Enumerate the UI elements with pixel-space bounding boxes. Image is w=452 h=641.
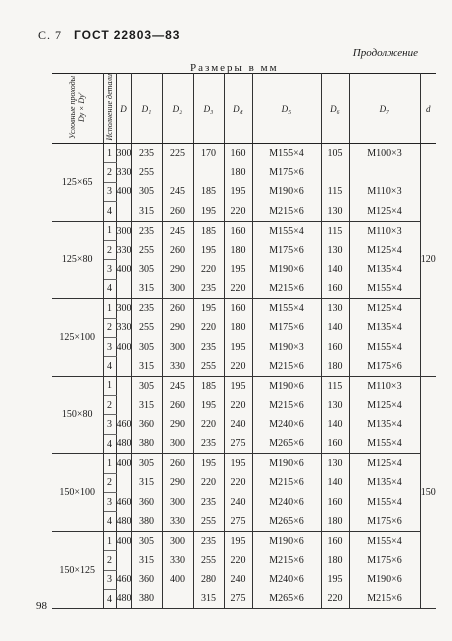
table-row	[52, 531, 436, 550]
cell-d6: 140	[321, 260, 349, 279]
nominal-size-cell: 150×125	[52, 531, 103, 609]
cell-d6: 160	[321, 531, 349, 550]
execution-cell: 1	[103, 221, 116, 240]
execution-cell: 1	[103, 531, 116, 550]
cell-d1: 235	[131, 299, 162, 318]
cell-d5: M240×6	[252, 415, 321, 434]
cell-d2: 225	[162, 144, 193, 163]
cell-d7: M155×4	[349, 434, 420, 453]
cell-d1: 305	[131, 454, 162, 473]
cell-d	[116, 473, 131, 492]
cell-d5: M155×4	[252, 144, 321, 163]
cell-d4: 195	[224, 182, 252, 201]
cell-d: 480	[116, 434, 131, 453]
cell-d2: 260	[162, 202, 193, 221]
col-header-d6: D₆	[321, 74, 349, 144]
cell-d7: M125×4	[349, 299, 420, 318]
cell-d7: M190×6	[349, 570, 420, 589]
cell-d7: M110×3	[349, 182, 420, 201]
cell-d: 330	[116, 163, 131, 182]
dimensions-table	[52, 73, 436, 609]
cell-d3: 220	[193, 260, 224, 279]
cell-d6: 115	[321, 376, 349, 395]
cell-d3: 315	[193, 589, 224, 608]
cell-d5: M175×6	[252, 163, 321, 182]
cell-d5: M155×4	[252, 299, 321, 318]
cell-d1: 305	[131, 337, 162, 356]
nominal-size-cell: 125×100	[52, 299, 103, 377]
execution-cell: 4	[103, 589, 116, 608]
cell-d6: 160	[321, 337, 349, 356]
cell-d5: M215×6	[252, 473, 321, 492]
cell-d7: M175×6	[349, 551, 420, 570]
cell-d7: M125×4	[349, 202, 420, 221]
cell-d3: 195	[193, 202, 224, 221]
table-row	[52, 493, 436, 512]
cell-d: 460	[116, 493, 131, 512]
col-header-d4: D₄	[224, 74, 252, 144]
table-row	[52, 163, 436, 182]
cell-d1: 360	[131, 570, 162, 589]
table-row	[52, 337, 436, 356]
cell-d6: 140	[321, 415, 349, 434]
cell-d2	[162, 589, 193, 608]
cell-d	[116, 357, 131, 376]
cell-d3: 220	[193, 473, 224, 492]
cell-d3	[193, 163, 224, 182]
cell-d7: M175×6	[349, 512, 420, 531]
cell-d5: M190×6	[252, 182, 321, 201]
cell-d2: 330	[162, 357, 193, 376]
col-header-d5: D₅	[252, 74, 321, 144]
cell-d4: 240	[224, 415, 252, 434]
cell-d4: 180	[224, 240, 252, 259]
cell-d6: 160	[321, 434, 349, 453]
cell-d2: 245	[162, 182, 193, 201]
col-header-d2: D₂	[162, 74, 193, 144]
cell-d7: M110×3	[349, 221, 420, 240]
cell-d2: 290	[162, 260, 193, 279]
cell-d6: 115	[321, 182, 349, 201]
table-body	[52, 144, 436, 609]
cell-d3: 235	[193, 337, 224, 356]
cell-d7: M155×4	[349, 279, 420, 298]
cell-d6: 195	[321, 570, 349, 589]
cell-d-shaft: 150	[420, 376, 436, 609]
cell-d1: 255	[131, 163, 162, 182]
standard-name: ГОСТ	[74, 28, 110, 42]
cell-d5: M190×6	[252, 531, 321, 550]
execution-cell: 1	[103, 299, 116, 318]
cell-d1: 315	[131, 279, 162, 298]
cell-d5: M190×6	[252, 376, 321, 395]
cell-d: 300	[116, 221, 131, 240]
cell-d3: 195	[193, 299, 224, 318]
cell-d4: 275	[224, 589, 252, 608]
cell-d1: 235	[131, 144, 162, 163]
execution-cell: 2	[103, 318, 116, 337]
execution-cell: 4	[103, 202, 116, 221]
cell-d6: 160	[321, 279, 349, 298]
execution-cell: 1	[103, 144, 116, 163]
execution-cell: 4	[103, 512, 116, 531]
cell-d7: M100×3	[349, 144, 420, 163]
table-row	[52, 434, 436, 453]
cell-d6: 140	[321, 473, 349, 492]
execution-cell: 2	[103, 163, 116, 182]
cell-d6: 180	[321, 357, 349, 376]
cell-d7: M125×4	[349, 396, 420, 415]
cell-d1: 235	[131, 221, 162, 240]
table-row	[52, 144, 436, 163]
cell-d2: 300	[162, 493, 193, 512]
table-row	[52, 396, 436, 415]
cell-d3: 220	[193, 415, 224, 434]
cell-d2: 290	[162, 415, 193, 434]
cell-d4: 275	[224, 512, 252, 531]
cell-d5: M175×6	[252, 318, 321, 337]
table-row	[52, 589, 436, 608]
cell-d5: M240×6	[252, 570, 321, 589]
execution-cell: 3	[103, 260, 116, 279]
cell-d4: 275	[224, 434, 252, 453]
cell-d3: 235	[193, 493, 224, 512]
table-row	[52, 260, 436, 279]
cell-d	[116, 202, 131, 221]
cell-d5: M190×6	[252, 454, 321, 473]
cell-d4: 180	[224, 163, 252, 182]
execution-cell: 4	[103, 357, 116, 376]
cell-d2: 260	[162, 240, 193, 259]
nominal-size-cell: 150×100	[52, 454, 103, 532]
cell-d3: 195	[193, 454, 224, 473]
cell-d6: 140	[321, 318, 349, 337]
cell-d1: 305	[131, 182, 162, 201]
cell-d3: 235	[193, 531, 224, 550]
cell-d7: M215×6	[349, 589, 420, 608]
dimensions-caption: Размеры в мм	[190, 62, 279, 74]
cell-d3: 185	[193, 376, 224, 395]
cell-d6: 220	[321, 589, 349, 608]
cell-d: 480	[116, 589, 131, 608]
cell-d3: 235	[193, 279, 224, 298]
cell-d3: 235	[193, 434, 224, 453]
cell-d2: 260	[162, 396, 193, 415]
cell-d: 480	[116, 512, 131, 531]
cell-d4: 220	[224, 551, 252, 570]
cell-d: 300	[116, 299, 131, 318]
cell-d4: 195	[224, 337, 252, 356]
page-header	[38, 28, 180, 43]
cell-d1: 315	[131, 396, 162, 415]
cell-d2: 400	[162, 570, 193, 589]
execution-cell: 1	[103, 454, 116, 473]
cell-d7: M175×6	[349, 357, 420, 376]
cell-d4: 160	[224, 299, 252, 318]
cell-d: 330	[116, 318, 131, 337]
cell-d: 400	[116, 182, 131, 201]
page-number: 98	[36, 600, 47, 612]
cell-d: 460	[116, 415, 131, 434]
execution-cell: 3	[103, 570, 116, 589]
cell-d-shaft: 120	[420, 144, 436, 377]
cell-d3: 185	[193, 182, 224, 201]
col-header-d: d	[420, 74, 436, 144]
col-header-exec: Исполнение детали	[103, 74, 116, 144]
cell-d: 330	[116, 240, 131, 259]
cell-d1: 315	[131, 357, 162, 376]
table-row	[52, 551, 436, 570]
cell-d4: 220	[224, 396, 252, 415]
execution-cell: 3	[103, 182, 116, 201]
cell-d1: 380	[131, 589, 162, 608]
cell-d4: 240	[224, 493, 252, 512]
table-row	[52, 202, 436, 221]
table-row	[52, 299, 436, 318]
cell-d7: M155×4	[349, 493, 420, 512]
execution-cell: 3	[103, 337, 116, 356]
cell-d3: 255	[193, 551, 224, 570]
table-row	[52, 512, 436, 531]
standard-number: 22803—83	[113, 28, 181, 42]
execution-cell: 2	[103, 473, 116, 492]
execution-cell: 4	[103, 279, 116, 298]
cell-d1: 255	[131, 318, 162, 337]
cell-d2: 245	[162, 376, 193, 395]
cell-d5: M215×6	[252, 396, 321, 415]
cell-d5: M190×6	[252, 260, 321, 279]
cell-d6	[321, 163, 349, 182]
cell-d5: M215×6	[252, 357, 321, 376]
cell-d3: 280	[193, 570, 224, 589]
cell-d: 300	[116, 144, 131, 163]
cell-d1: 255	[131, 240, 162, 259]
cell-d7: M155×4	[349, 337, 420, 356]
table-row	[52, 240, 436, 259]
cell-d6: 115	[321, 221, 349, 240]
cell-d7: M110×3	[349, 376, 420, 395]
col-header-d7: D₇	[349, 74, 420, 144]
execution-cell: 4	[103, 434, 116, 453]
col-header-d3: D₃	[193, 74, 224, 144]
cell-d3: 255	[193, 512, 224, 531]
cell-d1: 380	[131, 434, 162, 453]
nominal-size-cell: 125×80	[52, 221, 103, 299]
cell-d5: M215×6	[252, 202, 321, 221]
cell-d5: M190×3	[252, 337, 321, 356]
cell-d4: 160	[224, 221, 252, 240]
cell-d	[116, 376, 131, 395]
cell-d6: 130	[321, 240, 349, 259]
cell-d3: 220	[193, 318, 224, 337]
cell-d7	[349, 163, 420, 182]
cell-d5: M265×6	[252, 589, 321, 608]
cell-d	[116, 396, 131, 415]
cell-d2: 300	[162, 434, 193, 453]
cell-d5: M265×6	[252, 434, 321, 453]
cell-d3: 170	[193, 144, 224, 163]
nominal-size-cell: 125×65	[52, 144, 103, 222]
cell-d4: 220	[224, 202, 252, 221]
cell-d4: 220	[224, 357, 252, 376]
cell-d2: 330	[162, 512, 193, 531]
col-header-nominal: Условные проходы Dу×Dу'	[52, 74, 103, 144]
cell-d6: 130	[321, 202, 349, 221]
cell-d2: 300	[162, 531, 193, 550]
cell-d3: 255	[193, 357, 224, 376]
cell-d7: M125×4	[349, 240, 420, 259]
cell-d	[116, 279, 131, 298]
cell-d4: 220	[224, 473, 252, 492]
cell-d7: M125×4	[349, 454, 420, 473]
cell-d2: 300	[162, 337, 193, 356]
table-row	[52, 570, 436, 589]
cell-d6: 130	[321, 454, 349, 473]
cell-d: 400	[116, 260, 131, 279]
cell-d1: 315	[131, 202, 162, 221]
cell-d5: M240×6	[252, 493, 321, 512]
cell-d1: 305	[131, 531, 162, 550]
execution-cell: 1	[103, 376, 116, 395]
cell-d6: 180	[321, 551, 349, 570]
cell-d7: M135×4	[349, 318, 420, 337]
cell-d1: 380	[131, 512, 162, 531]
cell-d4: 195	[224, 454, 252, 473]
cell-d5: M265×6	[252, 512, 321, 531]
execution-cell: 3	[103, 493, 116, 512]
table-row	[52, 415, 436, 434]
cell-d7: M135×4	[349, 415, 420, 434]
table-row	[52, 357, 436, 376]
cell-d1: 360	[131, 415, 162, 434]
cell-d4: 195	[224, 376, 252, 395]
col-header-d-outer: D	[116, 74, 131, 144]
cell-d: 400	[116, 531, 131, 550]
table-row	[52, 279, 436, 298]
cell-d1: 305	[131, 376, 162, 395]
page-label: С. 7	[38, 28, 63, 42]
execution-cell: 2	[103, 551, 116, 570]
table-row	[52, 221, 436, 240]
cell-d4: 195	[224, 531, 252, 550]
cell-d3: 185	[193, 221, 224, 240]
cell-d7: M135×4	[349, 473, 420, 492]
cell-d3: 195	[193, 240, 224, 259]
cell-d4: 240	[224, 570, 252, 589]
cell-d1: 305	[131, 260, 162, 279]
cell-d2: 260	[162, 454, 193, 473]
cell-d	[116, 551, 131, 570]
cell-d4: 160	[224, 144, 252, 163]
cell-d2: 290	[162, 473, 193, 492]
cell-d2: 290	[162, 318, 193, 337]
cell-d6: 130	[321, 299, 349, 318]
cell-d6: 160	[321, 493, 349, 512]
cell-d2: 260	[162, 299, 193, 318]
cell-d4: 180	[224, 318, 252, 337]
cell-d5: M155×4	[252, 221, 321, 240]
table-row	[52, 182, 436, 201]
cell-d: 400	[116, 337, 131, 356]
table-row	[52, 376, 436, 395]
cell-d5: M175×6	[252, 240, 321, 259]
continuation-note: Продолжение	[352, 47, 418, 59]
execution-cell: 3	[103, 415, 116, 434]
table-row	[52, 454, 436, 473]
table-row	[52, 318, 436, 337]
execution-cell: 2	[103, 396, 116, 415]
cell-d: 460	[116, 570, 131, 589]
cell-d2: 300	[162, 279, 193, 298]
cell-d6: 105	[321, 144, 349, 163]
cell-d3: 195	[193, 396, 224, 415]
cell-d7: M135×4	[349, 260, 420, 279]
cell-d1: 315	[131, 473, 162, 492]
cell-d5: M215×6	[252, 279, 321, 298]
header-row	[52, 74, 436, 144]
nominal-size-cell: 150×80	[52, 376, 103, 454]
col-header-d1: D₁	[131, 74, 162, 144]
cell-d1: 315	[131, 551, 162, 570]
table-row	[52, 473, 436, 492]
cell-d6: 180	[321, 512, 349, 531]
cell-d4: 220	[224, 279, 252, 298]
cell-d1: 360	[131, 493, 162, 512]
cell-d: 400	[116, 454, 131, 473]
cell-d2	[162, 163, 193, 182]
cell-d6: 130	[321, 396, 349, 415]
cell-d4: 195	[224, 260, 252, 279]
cell-d2: 330	[162, 551, 193, 570]
cell-d5: M215×6	[252, 551, 321, 570]
cell-d7: M155×4	[349, 531, 420, 550]
execution-cell: 2	[103, 240, 116, 259]
cell-d2: 245	[162, 221, 193, 240]
